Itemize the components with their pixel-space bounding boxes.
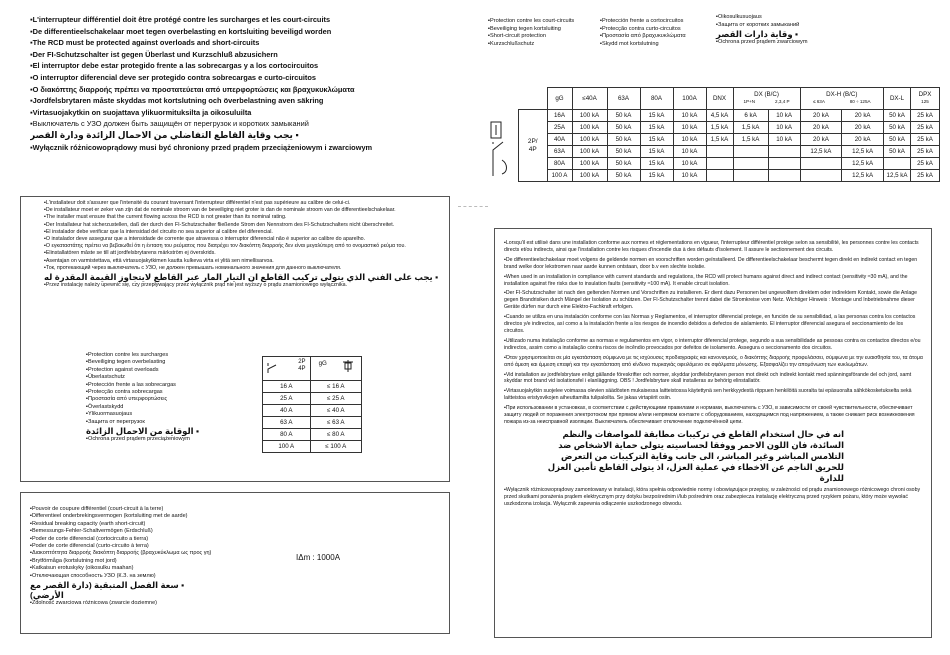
- overload-table: [262, 356, 362, 453]
- cell: 10 kA: [673, 134, 706, 146]
- bc-fr: ▪Pouvoir de coupure différentiel (court-circuit à la terre): [30, 506, 164, 512]
- warning-el: ▪Ο διακόπτης διαρροής πρέπει να προστατεύεται από υπερφορτώσεις και βραχυκυκλώματα: [30, 84, 355, 94]
- cell: [800, 170, 842, 182]
- cell: 10 kA: [673, 146, 706, 158]
- usage-fi: ▪Virtasuojakytkin suojelee voimassa olevien säädösten mukaisessa laitteistossa käytettynä sen herkkyydestä riippuen henkilöitä suoralta tai epäsuoralta sähkökosketukselta sekä laitteistoa eristysvikojen aiheuttamilta tulipaloilta. Se jakaa virtapiirit osiin.: [504, 388, 912, 402]
- cell: 6 kA: [733, 110, 768, 122]
- cell: 12,5 kA: [842, 158, 884, 170]
- cell: [800, 158, 842, 170]
- cell: 40A: [547, 134, 572, 146]
- overload-ar: ▪ الوقاية من الاحمال الزائدة: [86, 426, 199, 437]
- sc-nl: ▪Beveiliging tegen kortsluiting: [488, 25, 561, 32]
- poles-cell: [519, 110, 548, 182]
- cell: 12,5 kA: [800, 146, 842, 158]
- overload-labels: [86, 352, 256, 443]
- bc-pl: ▪Zdolność zwarciowa różnicowa (zwarcie doziemne): [30, 600, 157, 607]
- dpx-sub: 125: [921, 98, 929, 104]
- cell: 25 kA: [911, 110, 940, 122]
- cell: 50 kA: [884, 134, 911, 146]
- usage-nl: ▪De differentieelschakelaar moet volgens de geldende normen en voorschriften worden geïnstalleerd. De differentieelschakelaar beschermt tegen direkt en indirekt contact en tegen brand welke door lekstromen naar aarde kunnen ontstaan, door b.v een slechte isolatie.: [504, 256, 918, 270]
- overload-table-row: [263, 405, 362, 417]
- cell: [733, 170, 768, 182]
- note-ar: ▪ يجب على الفني الذي يتولى تركيب القاطع ان التيار المار عبر القاطع لايتجاوز القيمة المقدرة له: [44, 272, 439, 283]
- warning-nl: ▪De differentieelschakelaar moet tegen overbelasting en kortsluiting beveiligd worden: [30, 26, 332, 36]
- sc-row: [519, 158, 940, 170]
- warning-en: ▪The RCD must be protected against overloads and short-circuits: [30, 38, 260, 48]
- bc-ar: ▪ سعة الفصل المتبقية (دارة القصر مع الأرضي): [30, 580, 185, 601]
- cell: 100 kA: [572, 122, 607, 134]
- cell: 50 kA: [607, 134, 640, 146]
- cell: 10 kA: [673, 170, 706, 182]
- sc-fi: ▪Oikosulkusuojaus: [716, 14, 762, 20]
- overload-table-row: [263, 417, 362, 429]
- overload-table-row: [263, 381, 362, 393]
- cell: 100 kA: [572, 158, 607, 170]
- note-nl: ▪De installateur moet er zeker van zijn dat de nominale stroom van de beveiliging niet groter is dan de nominale stroom van de differentieelschakelaar.: [44, 207, 396, 214]
- cell: 20 kA: [800, 134, 842, 146]
- cell: 15 kA: [640, 158, 673, 170]
- cell: 16 A: [263, 381, 311, 393]
- warning-fr: ▪L'interrupteur différentiel doit être protégé contre les surcharges et les court-circuits: [30, 15, 331, 24]
- usage-sv: ▪Vid installation av jordfelsbrytare enligt gällande föreskrifter och normer, skyddar jordfelsbrytaren person mot direkt och indirekt kontakt med spänningsförande del och jord, samt skyddar mot brand vid isolationsfel i elanläggning. OBS ! Jordfelsbrytare skall installeras av behörig elinstallatör.: [504, 371, 912, 385]
- short-circuit-labels-2: [600, 18, 715, 48]
- cell: [706, 158, 733, 170]
- poles-2p: 2P/: [527, 137, 538, 145]
- warning-fi: ▪Virtasuojakytkin on suojattava ylikuormituksilta ja oikosuluilta: [30, 107, 252, 117]
- bc-el: ▪Διακοπτόττητα διαρροής διακόπτη διαρροής (βραχυκύκλωμα ως προς γη): [30, 550, 212, 557]
- cell: 20 kA: [842, 122, 884, 134]
- sc-row: [519, 110, 940, 122]
- rcd-symbol-icon: [488, 120, 518, 180]
- cell: [768, 158, 800, 170]
- cell: 63 A: [263, 417, 311, 429]
- cell: 15 kA: [640, 170, 673, 182]
- usage-en: ▪When used in an installation in compliance with current standards and regulations, the RCD will protect humans against direct and indirect contact (sensitivity ≈30 mA), and the installation against fire risks due to insulation faults (sensitivity ≈100 mA). It enable circuit isolation.: [504, 273, 908, 287]
- note-de: ▪Der Installateur hat sicherzustellen, daß der durch den FI-Schutzschalter fließende Strom den Nennstrom des FI-Schutzschalters nicht überschreitet.: [44, 221, 395, 228]
- dxh-sub-a: ≤ 63A: [812, 98, 825, 104]
- cell: 50 kA: [884, 146, 911, 158]
- sc-el: ▪Προστασία από βραχυκυκλώματα: [600, 33, 686, 40]
- sc-row: [519, 170, 940, 182]
- cell: ≤ 80 A: [310, 429, 361, 441]
- warning-ru: ▪Выключатель с УЗО должен быть защищён от перегрузок и коротких замыканий: [30, 119, 309, 129]
- cell: 15 kA: [640, 146, 673, 158]
- overload-pt: ▪Protecção contra sobrecargas: [86, 389, 163, 396]
- cell: 10 kA: [673, 110, 706, 122]
- breaking-capacity-value: IΔm : 1000A: [296, 553, 341, 562]
- cell: [884, 158, 911, 170]
- cell: ≤ 25 A: [310, 393, 361, 405]
- note-fr: ▪L'installateur doit s'assurer que l'intensité du courant traversant l'interrupteur différentiel n'est pas supérieure au calibre de celui-ci.: [44, 200, 351, 206]
- cell: 50 kA: [607, 110, 640, 122]
- warning-list: [30, 14, 430, 153]
- warning-pl: ▪Wyłącznik różnicowoprądowy musi być chroniony przed prądem przeciążeniowym i zwarciowym: [30, 142, 373, 152]
- warning-de: ▪Der FI-Schutzschalter ist gegen Überlast und Kurzschluß abzusichern: [30, 49, 278, 59]
- cell: 80 A: [263, 429, 311, 441]
- sc-row: [519, 122, 940, 134]
- cell: 10 kA: [673, 158, 706, 170]
- usage-ar: انه في حال استخدام القاطع في تركيبات مطابقة للمواصفات والنظم السائدة، فان اللون الاحمر ووفقا لحساسيته يتولى حماية الاشخاص ضد التلامس المباشر وغير المباشر، الى جانب وقاية التركيبات من التعرض للحريق الناجم عن الاخطاء في عملية العزل، اذ يتولى القاطع تأمين العزل للدارة: [547, 428, 844, 483]
- sc-ru: ▪Защита от коротких замыканий: [716, 21, 800, 28]
- cell: 100 kA: [572, 170, 607, 182]
- overload-table-head-gg: [310, 357, 361, 381]
- overload-nl: ▪Beveiliging tegen overbelasting: [86, 359, 166, 366]
- head-dpx: [911, 88, 940, 110]
- head-dxl: DX-L: [884, 88, 911, 110]
- cell: [733, 158, 768, 170]
- note-fi: ▪Asentajan on varmistettava, että virtasuojakytkimen kautta kulkeva virta ei ylitä sen nimellisarvoa.: [44, 257, 274, 264]
- dx-sub-b: 2,3,4 P: [775, 98, 790, 104]
- head-100a: 100A: [673, 88, 706, 110]
- note-en: ▪The installer must ensure that the current flowing across the RCD is not greater than its nominal rating.: [44, 214, 287, 221]
- note-pl: ▪Przez instalację należy upewnić się, czy przepływający przez wyłącznik prąd nie jest wyższy o prądu znamionowego wyłącznika.: [44, 282, 348, 289]
- bc-es: ▪Poder de corte diferencial (cortocircuito a tierra): [30, 535, 149, 542]
- cell: 80A: [547, 158, 572, 170]
- short-circuit-table: [518, 87, 940, 182]
- overload-sv: ▪Överlastskydd: [86, 403, 124, 410]
- note-sv: ▪Elinstallatören måste se till att jordfelsbrytarens märkström ej överskrids.: [44, 250, 216, 257]
- sc-row: [519, 146, 940, 158]
- cell: 100 kA: [572, 146, 607, 158]
- cell: 100 kA: [572, 134, 607, 146]
- usage-el: ▪Όταν χρησιμοποιείται σε μία εγκατάσταση σύμφωνα με τις ισχύουσες προδιαγραφές και κανονισμούς, ο διακόπτης διαρροής προφυλάσσει, σύμφωνα με την ευαισθησία του, τα άτομα από άμεση και έμμεση επαφή και την εγκατάσταση από κίνδυνο πυρκαγιάς οφειλόμενο σε σφάλματα μόνωσης. Εξασφαλίζει την απομόνωση των κυκλωμάτων.: [504, 354, 923, 368]
- cell: 25 kA: [911, 170, 940, 182]
- cell: 10 kA: [768, 134, 800, 146]
- overload-table-head-poles: [263, 357, 311, 381]
- sc-pt: ▪Protecção contra curto-circuitos: [600, 25, 681, 32]
- cell: ≤ 63 A: [310, 417, 361, 429]
- breaking-capacity-labels: [30, 506, 250, 607]
- cell: 4,5 kA: [706, 110, 733, 122]
- cell: 16A: [547, 110, 572, 122]
- cell: ≤ 16 A: [310, 381, 361, 393]
- overload-table-row: [263, 441, 362, 453]
- sc-sv: ▪Skydd mot kortslutning: [600, 40, 659, 47]
- head-63a: 63A: [607, 88, 640, 110]
- cell: 50 kA: [884, 122, 911, 134]
- blank-cell: [519, 88, 548, 110]
- cell: 63A: [547, 146, 572, 158]
- cell: [706, 170, 733, 182]
- cell: 20 kA: [800, 110, 842, 122]
- note-pt: ▪O instalador deve assegurar que a intensidade de corrente que atravessa o interruptor diferencial não é superior ao calibre do aparelho.: [44, 236, 366, 243]
- install-notes: [44, 200, 444, 289]
- head-dx: [733, 88, 800, 110]
- cell: 50 kA: [884, 110, 911, 122]
- warning-ar: ▪ يجب وقاية القاطع التفاضلي من الاحمال الزائدة ودارة القصر: [30, 129, 299, 140]
- cell: 25 kA: [911, 146, 940, 158]
- overload-es: ▪Protección frente a las sobrecargas: [86, 381, 176, 388]
- cell: [768, 146, 800, 158]
- sc-en: ▪Short-circuit protection: [488, 33, 546, 40]
- cell: 20 kA: [800, 122, 842, 134]
- overload-table-row: [263, 393, 362, 405]
- note-es: ▪El instalador debe verificar que la intensidad del circuito no sea superior al calibre del diferencial.: [44, 228, 273, 235]
- cell: ≤ 100 A: [310, 441, 361, 453]
- cell: 15 kA: [640, 134, 673, 146]
- usage-pt: ▪Utilizado numa instalação conforme as normas e regulamentos em vigor, o interruptor diferencial protege, segundo a sua sensibilidade as pessoas contra os contactos directos e/ou indirectos, assim como a instalação contra riscos de incêndio provocados por defeitos de isolamento. Assegura o seccionamento dos circuitos.: [504, 337, 921, 351]
- short-circuit-labels-3: [716, 14, 846, 47]
- sc-row: [519, 134, 940, 146]
- cell: ≤ 40 A: [310, 405, 361, 417]
- cell: 15 kA: [640, 110, 673, 122]
- usage-fr: ▪Lorsqu'il est utilisé dans une installation conforme aux normes et réglementations en vigueur, l'interrupteur différentiel protège selon sa sensibilité, les personnes contre les contacts directs et/ou indirects, ainsi que l'installation contre les risques d'incendie dus à des défauts d'isolement. Il assure le sectionnement des circuits.: [504, 240, 919, 253]
- cell: 50 kA: [607, 170, 640, 182]
- overload-table-row: [263, 429, 362, 441]
- cell: 40 A: [263, 405, 311, 417]
- dx-sub-a: 1P+N: [743, 98, 756, 104]
- overload-ru: ▪Защита от перегрузок: [86, 418, 145, 425]
- cell: 25 kA: [911, 134, 940, 146]
- sc-pl: ▪Ochrona przed prądem zwarciowym: [716, 39, 808, 46]
- cell: 25 kA: [911, 158, 940, 170]
- cell: 25 kA: [911, 122, 940, 134]
- cell: 100 kA: [572, 110, 607, 122]
- breaker-symbol-icon: [266, 361, 280, 375]
- cell: 12,5 kA: [842, 146, 884, 158]
- head-dxh: [800, 88, 883, 110]
- usage-paragraphs: [504, 240, 924, 511]
- cell: 50 kA: [607, 158, 640, 170]
- bc-ru: ▪Отключающая способность УЗО (К.З. на землю): [30, 572, 156, 579]
- cell: 12,5 kA: [842, 170, 884, 182]
- bc-nl: ▪Differentieel onderbrekingsvermogen (kortsluiting met de aarde): [30, 513, 188, 520]
- dxh-title: DX-H (B/C): [826, 91, 858, 98]
- cell: 10 kA: [768, 110, 800, 122]
- cell: 25A: [547, 122, 572, 134]
- cell: 1,5 kA: [706, 134, 733, 146]
- bc-de: ▪Bemessungs-Fehler-Schaltvermögen (Erdschluß): [30, 528, 153, 535]
- bc-sv: ▪Brytförmåga (kortslutning mot jord): [30, 557, 117, 564]
- poles-4p: 4P: [528, 145, 537, 153]
- dpx-title: DPX: [918, 91, 932, 98]
- cell: 100 A: [263, 441, 311, 453]
- usage-de: ▪Der FI-Schutzschalter ist nach den geltenden Normen und Vorschriften zu installieren. Er dient dazu Personen bei ungewolltem direktem oder indirektem Kontakt, sowie die Anlage gegen Brandrisiken durch Mängel der Isolation zu schützen. Der FI-Schutzschalter trennt dabei die Stromkreise vom Netz. Wichtiger Hinweis : Montage und Inbetriebnahme dieser Geräte dürfen nur durch eine Elektro-Fachkraft erfolgen.: [504, 290, 918, 311]
- short-circuit-labels-1: [488, 18, 598, 48]
- head-80a: 80A: [640, 88, 673, 110]
- head-2p: 2P: [298, 359, 306, 365]
- cell: 12,5 kA: [884, 170, 911, 182]
- overload-fr: ▪Protection contre les surcharges: [86, 352, 169, 358]
- cell: 1,5 kA: [706, 122, 733, 134]
- warning-sv: ▪Jordfelsbrytaren måste skyddas mot kortslutning och överbelastning aven säkring: [30, 96, 324, 106]
- dxh-sub-b: 80 ÷ 125A: [849, 98, 871, 104]
- cell: 15 kA: [640, 122, 673, 134]
- overload-el: ▪Προστασία από υπερφορτώσεις: [86, 396, 168, 403]
- note-ru: ▪Ток, протекающий через выключатель с УЗО, не должен превышать номинального значения для данного выключателя.: [44, 264, 342, 271]
- cell: [706, 146, 733, 158]
- overload-de: ▪Überlastschutz: [86, 374, 125, 381]
- cell: [768, 170, 800, 182]
- head-4p: 4P: [298, 366, 306, 372]
- cell: [733, 146, 768, 158]
- cell: 10 kA: [673, 122, 706, 134]
- sc-de: ▪Kurzschlußschutz: [488, 40, 535, 47]
- warning-pt: ▪O interruptor diferencial deve ser protegido contra sobrecargas e curto-circuitos: [30, 72, 317, 82]
- sc-es: ▪Protección frente a cortocircuitos: [600, 18, 684, 24]
- fuse-symbol-icon: [341, 359, 355, 373]
- overload-en: ▪Protection against overloads: [86, 366, 159, 373]
- bc-pt: ▪Poder de corte diferencial (curto-circuito à terra): [30, 543, 149, 550]
- cell: 20 kA: [842, 134, 884, 146]
- cell: 50 kA: [607, 122, 640, 134]
- head-le40: ≤40A: [572, 88, 607, 110]
- head-dnx: DNX: [706, 88, 733, 110]
- warning-es: ▪El interruptor debe estar protegido frente a las sobrecargas y a los cortocircuitos: [30, 61, 319, 71]
- head-gg-big: gG: [547, 88, 572, 110]
- usage-ru: ▪При использовании в установках, в соответствии с действующими правилами и нормами, выключатель с УЗО, в зависимости от своей чувствительности, обеспечивает защиту людей от поражения электротоком при прямом и/или непрямом контакте с оборудованием, находящимся под напряжением, а также снижает риск возникновения пожара из-за неисправной изоляции. Выключатель обеспечивает отключение подключённой цепи.: [504, 405, 915, 425]
- cell: 1,5 kA: [733, 134, 768, 146]
- sc-fr: ▪Protection contre les court-circuits: [488, 18, 575, 24]
- note-el: ▪Ο εγκαταστάτης πρέπει να βεβαιωθεί ότι η ένταση του ρεύματος που διατρέχει τον διακόπτη διαρροής δεν είναι μεγαλύτερη από το ονομαστικό ρεύμα του.: [44, 243, 406, 250]
- head-gg: gG: [318, 360, 327, 367]
- bc-fi: ▪Katkaisun erotuskyky (oikosulku maahan): [30, 565, 134, 572]
- bc-en: ▪Residual breaking capacity (earth short-circuit): [30, 520, 146, 527]
- usage-es: ▪Cuando se utiliza en una instalación conforme con las Normas y Reglamentos, el interruptor diferencial protege, en función de su sensibilidad, a las personas contra los contactos directos y/e indirectos, así como a la instalación frente a los riesgos de incendio debidos a defectos de aislamiento. El interruptor diferencial asegura el seccionamiento de los circuitos.: [504, 314, 916, 334]
- overload-pl: ▪Ochrona przed prądem przeciążeniowym: [86, 436, 190, 443]
- overload-fi: ▪Ylikuormasuojaus: [86, 411, 133, 418]
- cell: 100 A: [547, 170, 572, 182]
- usage-pl: ▪Wyłącznik różnicowoprądowy zamontowany w instalacji, która spełnia odpowiednie normy i obowiązujące przepisy, w zależności od prądu znamionowego różnicowego chroni osoby przed skutkami porażenia prądem elektrycznym przy dotyku bezpośrednim i/lub pośrednim oraz zabezpiecza instalację elektryczną przed ryzykiem pożaru, który może wywołać uszkodzona izolacja. Wyłącznik zapewnia odłączenie uszkodzonego obwodu.: [504, 486, 921, 507]
- dx-title: DX (B/C): [754, 91, 779, 98]
- cell: 50 kA: [607, 146, 640, 158]
- cell: 25 A: [263, 393, 311, 405]
- cell: 10 kA: [768, 122, 800, 134]
- sc-ar: ▪ وقاية دارات القصر: [716, 29, 798, 40]
- cell: 20 kA: [842, 110, 884, 122]
- cell: 1,5 kA: [733, 122, 768, 134]
- dashed-divider: [458, 206, 488, 207]
